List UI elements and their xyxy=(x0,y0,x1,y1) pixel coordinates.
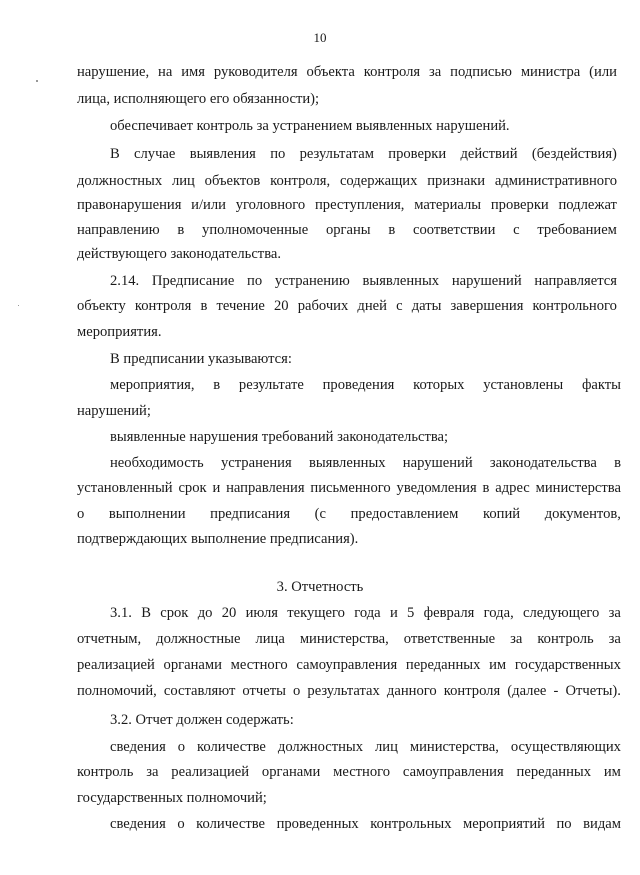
word: переданных xyxy=(405,657,481,673)
word: им xyxy=(489,657,507,673)
word: нарушений xyxy=(402,455,473,471)
word: контрольного xyxy=(532,298,617,314)
text-line: государственных полномочий; xyxy=(77,790,267,806)
word: случае xyxy=(134,146,176,162)
word: за xyxy=(146,764,159,780)
section-heading: 3. Отчетность xyxy=(276,579,364,595)
word: мероприятия, xyxy=(110,377,195,393)
word: установлены xyxy=(483,377,564,393)
word: В xyxy=(141,605,151,621)
word: 2.14. xyxy=(110,273,140,289)
word: в xyxy=(213,377,221,393)
word: и xyxy=(389,605,398,621)
word: факты xyxy=(581,377,621,393)
word: контроля xyxy=(134,298,192,314)
word: материалы xyxy=(414,197,482,213)
word: правонарушения xyxy=(77,197,182,213)
text-line xyxy=(110,376,621,394)
word: июля xyxy=(245,605,278,621)
word: за xyxy=(510,631,523,647)
word: результатам xyxy=(299,146,374,162)
word: органами xyxy=(261,764,321,780)
word: адрес xyxy=(495,480,530,496)
scan-speck xyxy=(18,305,19,306)
word: срок xyxy=(160,605,189,621)
word: местного xyxy=(333,764,391,780)
text-line: подтверждающих выполнение предписания). xyxy=(77,531,359,547)
word: уведомления xyxy=(396,480,477,496)
word: о xyxy=(293,683,301,699)
word: выявленных xyxy=(308,455,386,471)
word: законодательства xyxy=(489,455,597,471)
word: данного xyxy=(386,683,437,699)
text-line xyxy=(110,454,621,472)
word: контрольных xyxy=(370,816,452,832)
word: по xyxy=(556,816,572,832)
word: лица xyxy=(255,631,285,647)
word: 5 xyxy=(407,605,415,621)
word: действий xyxy=(460,146,518,162)
word: нарушений xyxy=(451,273,522,289)
word: направлению xyxy=(77,222,160,238)
word: в xyxy=(177,222,185,238)
word: установленный xyxy=(77,480,173,496)
word: реализацией xyxy=(171,764,250,780)
word: объекту xyxy=(77,298,126,314)
text-line: обеспечивает контроль за устранением выявленных нарушений. xyxy=(110,118,510,134)
word: о xyxy=(77,506,85,522)
word: в xyxy=(482,480,490,496)
word: контроль xyxy=(77,764,134,780)
word: уголовного xyxy=(235,197,306,213)
word: и/или xyxy=(191,197,226,213)
word: сведения xyxy=(110,739,166,755)
word: 20 xyxy=(221,605,237,621)
text-line xyxy=(110,145,617,163)
word: с xyxy=(513,222,520,238)
word: министра xyxy=(520,64,581,80)
word: местного xyxy=(230,657,288,673)
text-line xyxy=(77,196,617,214)
word: и xyxy=(212,480,221,496)
word: 3.1. xyxy=(110,605,132,621)
word: с xyxy=(396,298,403,314)
word: проведения xyxy=(322,377,395,393)
word: - xyxy=(553,683,559,699)
text-line: выявленные нарушения требований законодательства; xyxy=(110,429,449,445)
word: проведенных xyxy=(276,816,359,832)
word: в xyxy=(200,298,208,314)
word: подписью xyxy=(450,64,512,80)
word: года xyxy=(354,605,381,621)
word: полномочий, xyxy=(77,683,157,699)
word: февраля xyxy=(423,605,475,621)
word: контроля xyxy=(363,64,421,80)
text-line xyxy=(110,815,621,833)
text-line xyxy=(77,763,621,781)
text-line: лица, исполняющего его обязанности); xyxy=(77,91,320,107)
word: государственных xyxy=(514,657,621,673)
word: подлежат xyxy=(558,197,617,213)
text-line: нарушений; xyxy=(77,403,151,419)
text-line xyxy=(77,63,617,81)
text-line xyxy=(77,656,621,674)
text-line xyxy=(110,272,617,290)
text-line: действующего законодательства. xyxy=(77,246,282,262)
word: письменного xyxy=(310,480,391,496)
word: требованием xyxy=(537,222,617,238)
word: в xyxy=(388,222,396,238)
word: течение xyxy=(216,298,265,314)
word: (далее xyxy=(507,683,547,699)
word: предписания xyxy=(210,506,291,522)
word: которых xyxy=(413,377,465,393)
word: руководителя xyxy=(213,64,298,80)
word: (или xyxy=(589,64,617,80)
word: нарушение, xyxy=(77,64,150,80)
text-line xyxy=(110,604,621,622)
text-line xyxy=(110,738,621,756)
word: выявления xyxy=(189,146,256,162)
word: министерства, xyxy=(409,739,499,755)
word: мероприятий xyxy=(463,816,545,832)
word: органы xyxy=(325,222,371,238)
word: объектов xyxy=(204,173,261,189)
word: лиц xyxy=(171,173,195,189)
word: необходимость xyxy=(110,455,204,471)
scan-speck xyxy=(36,80,38,82)
text-line xyxy=(77,682,621,700)
word: соответствии xyxy=(412,222,496,238)
word: (бездействия) xyxy=(531,146,617,162)
word: органами xyxy=(163,657,222,673)
word: количестве xyxy=(196,816,266,832)
word: должностные xyxy=(156,631,241,647)
text-line xyxy=(77,630,621,648)
word: до xyxy=(197,605,213,621)
word: текущего xyxy=(287,605,345,621)
word: года, xyxy=(483,605,514,621)
word: контроль xyxy=(537,631,594,647)
word: должностных xyxy=(277,739,364,755)
word: проверки xyxy=(490,197,549,213)
word: видам xyxy=(583,816,621,832)
word: по xyxy=(247,273,263,289)
word: (с xyxy=(314,506,326,522)
word: результатах xyxy=(307,683,380,699)
word: должностных xyxy=(77,173,163,189)
word: копий xyxy=(483,506,521,522)
word: за xyxy=(429,64,442,80)
word: в xyxy=(614,455,621,471)
text-line xyxy=(77,221,617,239)
word: устранению xyxy=(274,273,350,289)
word: 20 xyxy=(274,298,289,314)
word: контроля, xyxy=(270,173,331,189)
word: министерства xyxy=(535,480,621,496)
text-line xyxy=(77,297,617,315)
word: Отчеты). xyxy=(565,683,621,699)
word: выявленных xyxy=(362,273,440,289)
text-line xyxy=(77,479,621,497)
word: о xyxy=(177,816,185,832)
word: имя xyxy=(181,64,205,80)
word: даты xyxy=(411,298,442,314)
word: переданных xyxy=(516,764,592,780)
word: отчеты xyxy=(242,683,286,699)
text-line xyxy=(77,172,617,190)
word: за xyxy=(608,631,621,647)
word: Предписание xyxy=(151,273,235,289)
word: завершения xyxy=(450,298,524,314)
word: устранения xyxy=(220,455,292,471)
text-line: В предписании указываются: xyxy=(110,351,292,367)
word: сведения xyxy=(110,816,166,832)
word: о xyxy=(177,739,186,755)
word: осуществляющих xyxy=(510,739,621,755)
word: содержащих xyxy=(339,173,418,189)
text-line xyxy=(77,505,621,523)
word: отчетным, xyxy=(77,631,142,647)
word: рабочих xyxy=(297,298,349,314)
word: выполнении xyxy=(108,506,186,522)
word: количестве xyxy=(197,739,266,755)
word: самоуправления xyxy=(402,764,504,780)
word: направляется xyxy=(534,273,617,289)
word: признаки xyxy=(427,173,486,189)
word: административного xyxy=(494,173,617,189)
word: результате xyxy=(238,377,304,393)
word: проверки xyxy=(388,146,447,162)
word: направления xyxy=(226,480,305,496)
word: лиц xyxy=(375,739,398,755)
word: предоставлением xyxy=(350,506,459,522)
word: уполномоченные xyxy=(202,222,309,238)
word: им xyxy=(603,764,621,780)
word: реализацией xyxy=(77,657,155,673)
word: ответственные xyxy=(403,631,496,647)
text-line: 3.2. Отчет должен содержать: xyxy=(110,712,294,728)
word: объекта xyxy=(306,64,355,80)
word: преступления, xyxy=(314,197,405,213)
word: министерства, xyxy=(299,631,389,647)
word: документов, xyxy=(544,506,621,522)
word: самоуправления xyxy=(296,657,398,673)
word: на xyxy=(158,64,173,80)
text-line: мероприятия. xyxy=(77,324,162,340)
word: за xyxy=(608,605,621,621)
word: В xyxy=(110,146,120,162)
word: контроля xyxy=(443,683,501,699)
word: следующего xyxy=(523,605,600,621)
word: срок xyxy=(178,480,207,496)
word: дней xyxy=(357,298,387,314)
page-number: 10 xyxy=(313,30,327,45)
word: по xyxy=(270,146,286,162)
word: составляют xyxy=(163,683,236,699)
